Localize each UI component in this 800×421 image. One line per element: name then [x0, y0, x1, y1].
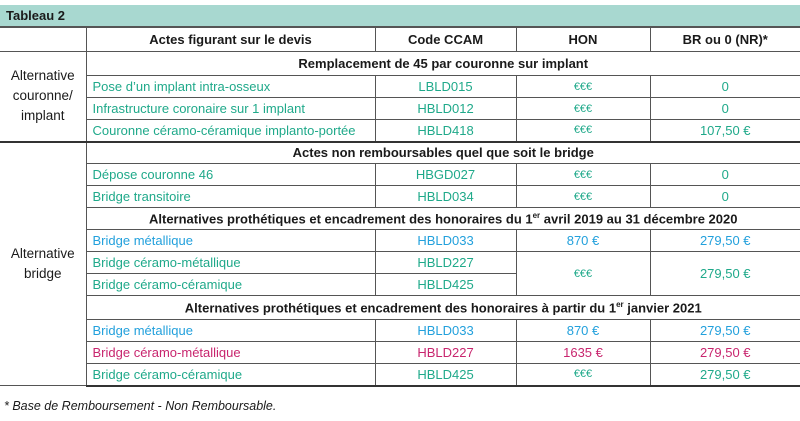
code-cell: HBLD012 [375, 98, 516, 120]
table-row [0, 120, 800, 142]
br-cell: 0 [650, 98, 800, 120]
section-row [0, 52, 800, 76]
section-row [0, 208, 800, 230]
table-row [0, 342, 800, 364]
acte-cell: Infrastructure coronaire sur 1 implant [86, 98, 375, 120]
table-row [0, 76, 800, 98]
code-cell: HBLD227 [375, 252, 516, 274]
acte-cell: Bridge métallique [86, 230, 375, 252]
hon-cell: 870 € [516, 320, 650, 342]
acte-cell: Bridge céramo-céramique [86, 274, 375, 296]
br-cell: 107,50 € [650, 120, 800, 142]
section-title-post: janvier 2021 [623, 300, 702, 316]
hon-cell: €€€ [516, 98, 650, 120]
code-cell: HBLD033 [375, 320, 516, 342]
table-row [0, 164, 800, 186]
table-row [0, 364, 800, 386]
section-row [0, 296, 800, 320]
hon-cell: €€€ [516, 120, 650, 142]
code-cell: HBLD034 [375, 186, 516, 208]
acte-cell: Bridge céramo-métallique [86, 342, 375, 364]
section-title: Remplacement de 45 par couronne sur implant [86, 52, 800, 76]
br-cell: 0 [650, 76, 800, 98]
hon-cell: €€€ [516, 164, 650, 186]
header-code: Code CCAM [375, 28, 516, 52]
section-row [0, 142, 800, 164]
br-cell-merged: 279,50 € [650, 252, 800, 296]
hon-cell-merged: €€€ [516, 252, 650, 296]
hon-cell: 1635 € [516, 342, 650, 364]
code-cell: HBLD418 [375, 120, 516, 142]
group-label-bridge [0, 142, 86, 386]
code-cell: HBLD425 [375, 364, 516, 386]
acte-cell: Bridge métallique [86, 320, 375, 342]
acte-cell: Bridge transitoire [86, 186, 375, 208]
table-row [0, 320, 800, 342]
section-title-pre: Alternatives prothétiques et encadrement des honoraires à partir du 1 [184, 300, 617, 316]
acte-cell: Pose d’un implant intra-osseux [86, 76, 375, 98]
table-row [0, 98, 800, 120]
header-actes: Actes figurant sur le devis [86, 28, 375, 52]
header-hon: HON [516, 28, 650, 52]
code-cell: LBLD015 [375, 76, 516, 98]
section-title: Actes non remboursables quel que soit le bridge [86, 142, 800, 164]
table-row [0, 252, 800, 274]
section-title [86, 296, 800, 320]
br-cell: 279,50 € [650, 320, 800, 342]
code-cell: HBLD033 [375, 230, 516, 252]
header-br: BR ou 0 (NR)* [650, 28, 800, 52]
hon-cell: €€€ [516, 186, 650, 208]
code-cell: HBLD425 [375, 274, 516, 296]
table-row [0, 230, 800, 252]
br-cell: 279,50 € [650, 342, 800, 364]
hon-cell: 870 € [516, 230, 650, 252]
tarif-table [0, 27, 800, 387]
section-title-post: avril 2019 au 31 décembre 2020 [540, 211, 738, 227]
br-cell: 0 [650, 186, 800, 208]
header-empty [0, 28, 86, 52]
acte-cell: Bridge céramo-métallique [86, 252, 375, 274]
section-title [86, 208, 800, 230]
acte-cell: Couronne céramo-céramique implanto-portée [86, 120, 375, 142]
section-title-sup: er [532, 210, 541, 220]
br-cell: 279,50 € [650, 230, 800, 252]
br-cell: 279,50 € [650, 364, 800, 386]
group-label-implant: Alternative couronne/ implant [0, 52, 86, 142]
group-label-bridge-text: Alternative bridge [10, 245, 75, 281]
table-title: Tableau 2 [6, 8, 66, 23]
header-row [0, 28, 800, 52]
table-row [0, 186, 800, 208]
br-cell: 0 [650, 164, 800, 186]
code-cell: HBLD227 [375, 342, 516, 364]
footnote: * Base de Remboursement - Non Remboursable. [4, 399, 277, 413]
hon-cell: €€€ [516, 364, 650, 386]
section-title-sup: er [616, 299, 624, 309]
section-title-pre: Alternatives prothétiques et encadrement des honoraires du 1 [149, 211, 533, 227]
table-title-bar [0, 5, 800, 27]
acte-cell: Dépose couronne 46 [86, 164, 375, 186]
hon-cell: €€€ [516, 76, 650, 98]
acte-cell: Bridge céramo-céramique [86, 364, 375, 386]
code-cell: HBGD027 [375, 164, 516, 186]
